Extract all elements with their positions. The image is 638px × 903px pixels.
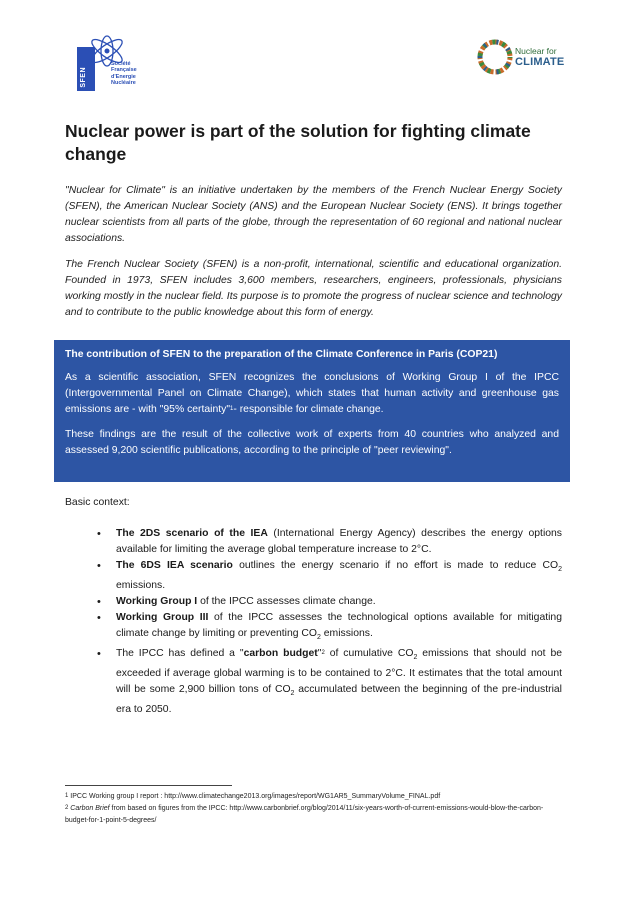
bullet-bold: The 6DS IEA scenario — [116, 560, 233, 571]
bullet-icon: • — [97, 648, 101, 661]
nfc-logo-line1: Nuclear for — [515, 46, 557, 56]
context-label: Basic context: — [65, 497, 130, 508]
bullet-text: The IPCC has defined a " — [116, 648, 244, 660]
box-paragraph: These findings are the result of the collective work of experts from 40 countries who analyzed and assessed 9,200 scientific publications, according to the principle of "peer reviewing". — [65, 428, 559, 456]
subscript: 2 — [558, 566, 562, 574]
climate-ring-icon — [475, 37, 515, 77]
list-item — [65, 526, 562, 558]
subscript: 2 — [290, 690, 295, 698]
intro-paragraph: "Nuclear for Climate" is an initiative undertaken by the members of the French Nuclear Energy Society (SFEN), the American Nuclear Society (ANS) and the European Nuclear Society (ENS). It brings together nuclear scientists from all parts of the globe, through the representation of 60 regional and national nuclear associations. — [65, 185, 562, 244]
bullet-text: outlines the energy scenario if no effort is made to reduce CO — [232, 560, 559, 571]
footnote-ref: 1 — [230, 406, 234, 413]
bullet-text: (International Energy Agency) describes the energy options available for limiting the average global temperature increase to 2°C. — [116, 528, 563, 555]
bullet-text: " — [317, 648, 322, 660]
bullet-icon: • — [97, 528, 101, 540]
list-item — [65, 558, 562, 594]
bullet-bold: carbon budget — [243, 648, 318, 660]
context-bullet-list — [65, 526, 562, 718]
footnote-ref: 2 — [321, 650, 325, 657]
box-text: As a scientific association, SFEN recognizes the conclusions of Working Group I of the IPCC (Intergovernmental Panel on Climate Change), which states that human activity and greenhouse gas emissions are - with "95% certainty" — [65, 372, 559, 416]
subscript: 2 — [413, 654, 418, 662]
bullet-text: accumulated between the beginning of the pre-industrial era to 2050. — [116, 684, 562, 716]
intro-paragraph: The French Nuclear Society (SFEN) is a non-profit, international, scientific and educational organization. Founded in 1973, SFEN includes 3,600 members, researchers, engineers, professionals, physicians working mostly in the nuclear field. Its purpose is to promote the progress of nuclear science and technology and to contribute to the public knowledge about this form of energy. — [65, 259, 562, 318]
footnotes — [65, 791, 565, 827]
footnote-italic: Carbon Brief — [68, 805, 110, 812]
list-item — [65, 646, 562, 718]
footnote-divider — [65, 785, 232, 786]
bullet-bold: Working Group III — [116, 612, 209, 624]
sfen-logo-line: d'Energie — [111, 73, 136, 80]
nfc-logo-line2: CLIMATE — [515, 56, 565, 68]
box-paragraph — [65, 370, 559, 419]
document-title: Nuclear power is part of the solution for fighting climate change — [65, 121, 531, 164]
footnote-number: 1 — [65, 793, 69, 799]
sfen-logo-line: Nucléaire — [111, 80, 136, 87]
footnote-number: 2 — [65, 805, 69, 811]
bullet-bold: The 2DS scenario of the IEA — [116, 528, 268, 539]
sfen-logo-line: Française — [111, 67, 137, 74]
bullet-text: emissions. — [320, 628, 373, 640]
sfen-logo-vertical-text: SFEN — [80, 67, 87, 88]
bullet-bold: Working Group I — [116, 596, 198, 608]
footnote-text[interactable]: IPCC Working group I report : http://www.climatechange2013.org/images/report/WG1AR5_SummaryVolume_FINAL.pdf — [68, 793, 441, 800]
bullet-icon: • — [97, 596, 101, 609]
sfen-logo — [77, 33, 167, 93]
box-text: - responsible for climate change. — [233, 404, 384, 416]
bullet-text: of the IPCC assesses climate change. — [197, 596, 376, 608]
box-heading: The contribution of SFEN to the preparation of the Climate Conference in Paris (COP21) — [65, 349, 498, 360]
footnote — [65, 803, 565, 827]
bullet-icon: • — [97, 612, 101, 625]
sfen-logo-text — [111, 61, 137, 87]
list-item — [65, 594, 562, 610]
cop21-highlight-box — [54, 340, 570, 482]
bullet-text: emissions that should not be exceeded if average global warming is to be contained to 2°C. It estimates that the total amount will be some 2,900 billion tons of CO — [116, 648, 563, 696]
bullet-text: emissions. — [116, 580, 166, 592]
footnote-text[interactable]: from based on figures from the IPCC: http://www.carbonbrief.org/blog/2014/11/six-years-worth-of-current-emissions-would-blow-the-carbon-budget-for-1-point-5-degrees/ — [65, 805, 544, 824]
bullet-text: of cumulative CO — [324, 648, 414, 660]
sfen-logo-line: Société — [111, 61, 131, 67]
subscript: 2 — [316, 634, 321, 642]
nuclear-for-climate-logo — [475, 37, 565, 82]
footnote — [65, 791, 565, 803]
bullet-icon: • — [97, 560, 101, 572]
bullet-text: of the IPCC assesses the technological options available for mitigating climate change by limiting or preventing CO — [116, 612, 562, 640]
list-item — [65, 610, 562, 646]
